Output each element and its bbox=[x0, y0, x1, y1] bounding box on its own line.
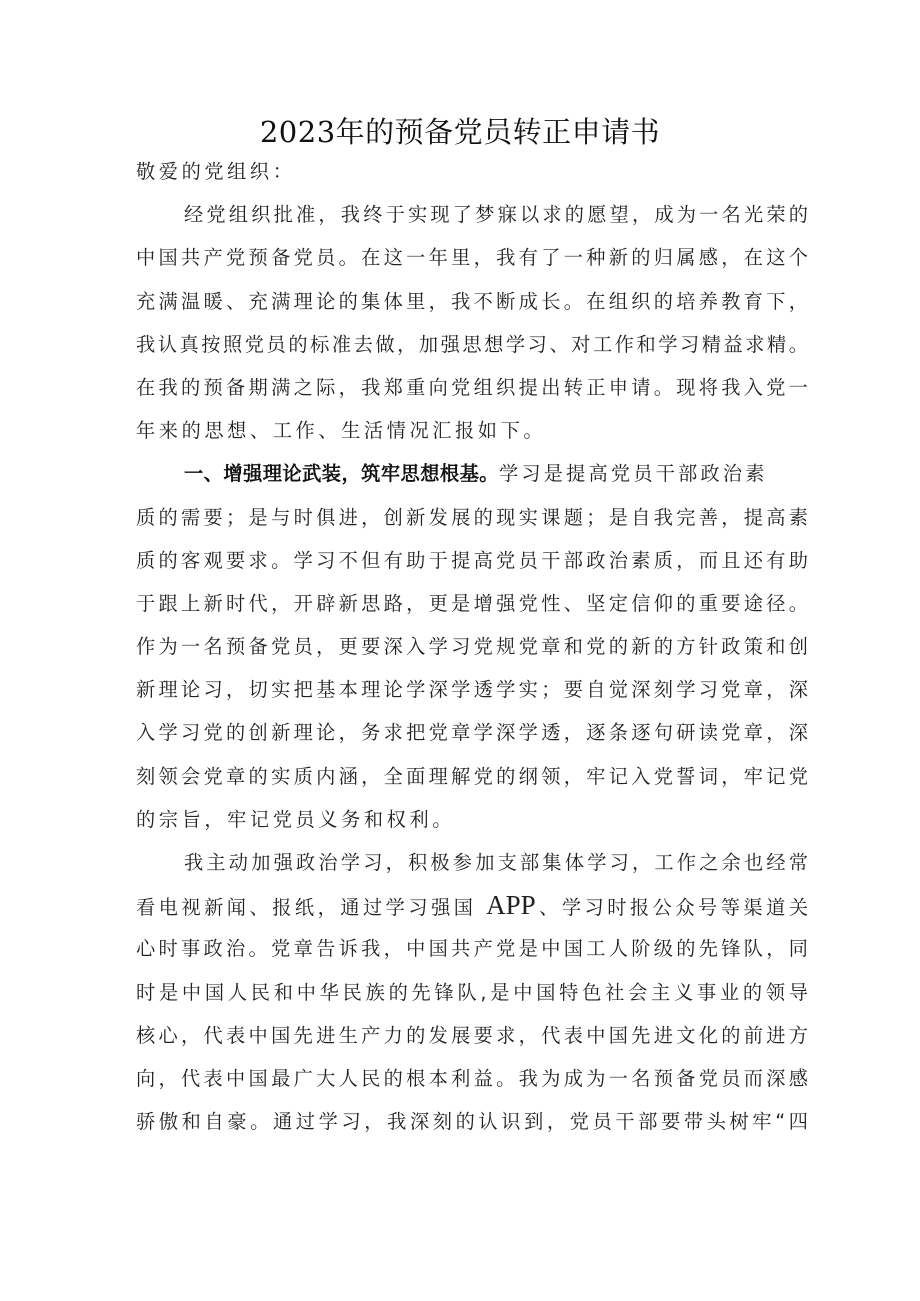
text-span: 学习是提高党员干部政治素 bbox=[499, 462, 768, 486]
page-title: 2023年的预备党员转正申请书 bbox=[259, 115, 661, 149]
paragraph-political-study bbox=[136, 841, 808, 1143]
text-line: 质的需要；是与时俱进，创新发展的现实课题；是自我完善，提高素 bbox=[136, 505, 808, 529]
text-line: 中国共产党预备党员。在这一年里，我有了一种新的归属感，在这个 bbox=[136, 246, 808, 270]
text-line bbox=[136, 884, 808, 927]
text-line: 年来的思想、工作、生活情况汇报如下。 bbox=[136, 419, 547, 443]
section-heading: 一、增强理论武装，筑牢思想根基。 bbox=[184, 462, 499, 486]
text-span: 看电视新闻、报纸，通过学习强国 bbox=[136, 896, 477, 920]
text-line: 时是中国人民和中华民族的先锋队,是中国特色社会主义事业的领导 bbox=[136, 980, 808, 1004]
text-line: 骄傲和自豪。通过学习，我深刻的认识到，党员干部要带头树牢“四 bbox=[136, 1110, 808, 1134]
text-span: 、学习时报公众号等渠道关 bbox=[535, 896, 809, 920]
text-line: 的宗旨，牢记党员义务和权利。 bbox=[136, 807, 456, 831]
document-body bbox=[136, 150, 808, 1143]
text-line: 经党组织批准，我终于实现了梦寐以求的愿望，成为一名光荣的 bbox=[184, 203, 808, 227]
text-line bbox=[136, 452, 808, 495]
app-text: APP bbox=[486, 890, 536, 921]
text-line: 入学习党的创新理论，务求把党章学深学透，逐条逐句研读党章，深 bbox=[136, 721, 808, 745]
text-line: 在我的预备期满之际，我郑重向党组织提出转正申请。现将我入党一 bbox=[136, 375, 808, 399]
text-line: 我认真按照党员的标准去做，加强思想学习、对工作和学习精益求精。 bbox=[136, 332, 808, 356]
salutation: 敬爱的党组织： bbox=[136, 160, 296, 183]
text-line: 心时事政治。党章告诉我，中国共产党是中国工人阶级的先锋队，同 bbox=[136, 937, 808, 961]
text-line: 我主动加强政治学习，积极参加支部集体学习，工作之余也经常 bbox=[184, 851, 808, 874]
text-line: 于跟上新时代，开辟新思路，更是增强党性、坚定信仰的重要途径。 bbox=[136, 591, 808, 615]
text-line: 作为一名预备党员，更要深入学习党规党章和党的新的方针政策和创 bbox=[136, 635, 808, 659]
text-line: 新理论习，切实把基本理论学深学透学实；要自觉深刻学习党章，深 bbox=[136, 678, 808, 702]
paragraph-section-one bbox=[136, 452, 808, 841]
text-line: 充满温暖、充满理论的集体里，我不断成长。在组织的培养教育下， bbox=[136, 289, 808, 313]
text-line: 质的客观要求。学习不但有助于提高党员干部政治素质，而且还有助 bbox=[136, 548, 808, 572]
text-line: 核心，代表中国先进生产力的发展要求，代表中国先进文化的前进方 bbox=[136, 1023, 808, 1047]
paragraph-intro bbox=[136, 193, 808, 452]
text-line: 向，代表中国最广大人民的根本利益。我为成为一名预备党员而深感 bbox=[136, 1066, 808, 1090]
text-line: 刻领会党章的实质内涵，全面理解党的纲领，牢记入党誓词，牢记党 bbox=[136, 764, 808, 788]
